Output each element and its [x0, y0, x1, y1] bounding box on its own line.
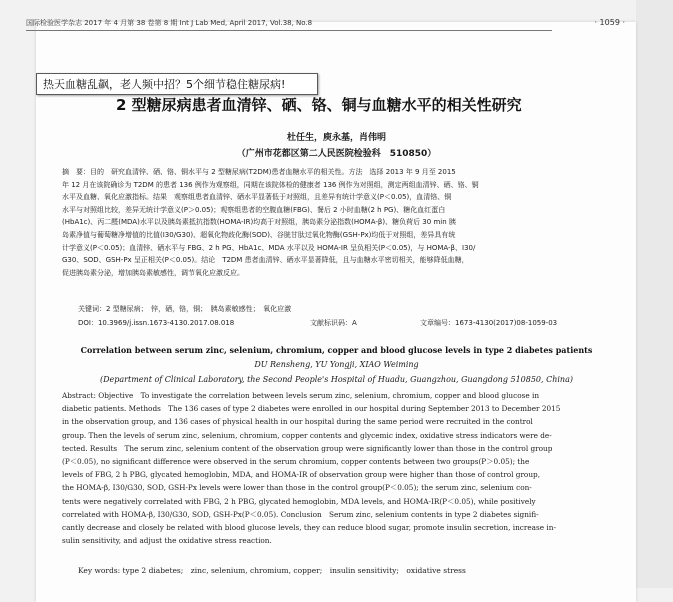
abstract-line: 年 12 月在该院确诊为 T2DM 的患者 136 例作为观察组，同期在该院体检的健康者 136 例作为对照组，测定两组血清锌、硒、铬、铜 — [62, 180, 479, 189]
page-number: · 1059 · — [594, 18, 625, 27]
article-number: 文章编号：1673-4130(2017)08-1059-03 — [420, 319, 558, 327]
abstract-line: 水平及血糖、氧化应激指标。结果 观察组患者血清锌、硒水平显著低于对照组，且差异有统计学意义(P＜0.05)，血清铬、铜 — [62, 193, 452, 202]
abstract-line: 促进胰岛素分泌，增加胰岛素敏感性，调节氧化应激反应。 — [62, 268, 244, 277]
abstract-line: diabetic patients. Methods The 136 cases of type 2 diabetes were enrolled in our hospital during September 2013 to December 2015 — [62, 404, 561, 414]
english-abstract — [62, 389, 598, 547]
overlay-caption-banner[interactable]: 热天血糖乱飙，老人频中招？5个细节稳住糖尿病! — [36, 73, 318, 95]
abstract-line: tents were negatively correlated with FBG, 2 h PBG, glycated hemoglobin, MDA levels, and HOMA-IR(P＜0.05), while positively — [62, 496, 536, 506]
document-code: 文献标识码：A — [310, 319, 357, 327]
abstract-line: G30、SOD、GSH-Px 呈正相关(P＜0.05)。结论 T2DM 患者血清锌、硒水平显著降低，且与血糖水平密切相关，能够降低血糖， — [62, 256, 469, 265]
journal-header: 国际检验医学杂志 2017 年 4 月第 38 卷第 8 期 Int J Lab Med, April 2017, Vol.38, No.8 — [26, 19, 313, 27]
abstract-line: correlated with HOMA-β, I30/G30, SOD, GSH-Px(P＜0.05). Conclusion Serum zinc, selenium contents in type 2 diabetes signifi- — [62, 509, 539, 519]
english-affiliation: (Department of Clinical Laboratory, the Second People's Hospital of Huadu, Guangzhou, Guangdong 510850, China) — [100, 375, 573, 384]
english-authors: DU Rensheng, YU Yongji, XIAO Weiming — [254, 360, 419, 369]
header-rule — [26, 30, 552, 31]
chinese-title: 2 型糖尿病患者血清锌、硒、铬、铜与血糖水平的相关性研究 — [116, 96, 522, 114]
chinese-keywords: 关键词：2 型糖尿病； 锌，硒，铬，铜； 胰岛素敏感性； 氧化应激 — [78, 305, 292, 313]
page-edge — [636, 0, 673, 588]
abstract-line: 摘 要：目的 研究血清锌、硒、铬、铜水平与 2 型糖尿病(T2DM)患者血糖水平的相关性。方法 选择 2013 年 9 月至 2015 — [62, 168, 456, 176]
doi: DOI：10.3969/j.issn.1673-4130.2017.08.018 — [78, 319, 235, 327]
abstract-line: sulin sensitivity, and adjust the oxidative stress reaction. — [62, 536, 272, 546]
abstract-line: the HOMA-β, I30/G30, SOD, GSH-Px levels were lower than those in the control group(P＜0.05); the serum zinc, selenium con- — [62, 483, 532, 493]
chinese-authors: 杜任生，庾永基，肖伟明 — [286, 133, 386, 143]
abstract-line: cantly decrease and closely be related with blood glucose levels, they can reduce blood sugar, promote insulin secretion, increase in- — [62, 523, 556, 533]
abstract-line: Abstract: Objective To investigate the correlation between levels serum zinc, selenium, chromium, copper and blood glucose in — [62, 391, 540, 400]
abstract-line: group. Then the levels of serum zinc, selenium, chromium, copper contents and glycemic index, oxidative stress indicators were de- — [62, 430, 552, 440]
abstract-line: 水平与对照组比较，差异无统计学意义(P＞0.05)；观察组患者的空腹血糖(FBG)、餐后 2 小时血糖(2 h PG)、糖化血红蛋白 — [62, 205, 446, 214]
chinese-affiliation: （广州市花都区第二人民医院检验科 510850） — [236, 149, 437, 159]
chinese-abstract — [62, 166, 602, 279]
abstract-line: 岛素净值与葡萄糖净增值的比值(I30/G30)、超氧化物歧化酶(SOD)、谷胱甘肽过氧化物酶(GSH-Px)均低于对照组，差异具有统 — [62, 230, 456, 239]
english-title: Correlation between serum zinc, selenium, chromium, copper and blood glucose levels in type 2 diabetes patients — [80, 345, 593, 355]
abstract-line: (HbA1c)、丙二醛(MDA)水平以及胰岛素抵抗指数(HOMA-IR)均高于对照组，胰岛素分泌指数(HOMA-β)、糖负荷后 30 min 胰 — [62, 218, 456, 227]
english-keywords: Key words: type 2 diabetes; zinc, selenium, chromium, copper; insulin sensitivity; oxidative stress — [78, 566, 466, 575]
abstract-line: in the observation group, and 136 cases of physical health in our hospital during the same period were recruited in the control — [62, 417, 533, 427]
abstract-line: levels of FBG, 2 h PBG, glycated hemoglobin, MDA, and HOMA-IR of observation group were higher than those of control group, — [62, 470, 541, 480]
abstract-line: 计学意义(P＜0.05)；血清锌、硒水平与 FBG、2 h PG、HbA1c、MDA 水平以及 HOMA-IR 呈负相关(P＜0.05)，与 HOMA-β、I30/ — [62, 243, 476, 252]
abstract-line: (P＜0.05), no significant difference were observed in the serum chromium, copper contents between two groups(P＞0.05); the — [62, 457, 530, 467]
abstract-line: tected. Results The serum zinc, selenium content of the observation group were significantly lower than those in the control group — [62, 443, 553, 453]
